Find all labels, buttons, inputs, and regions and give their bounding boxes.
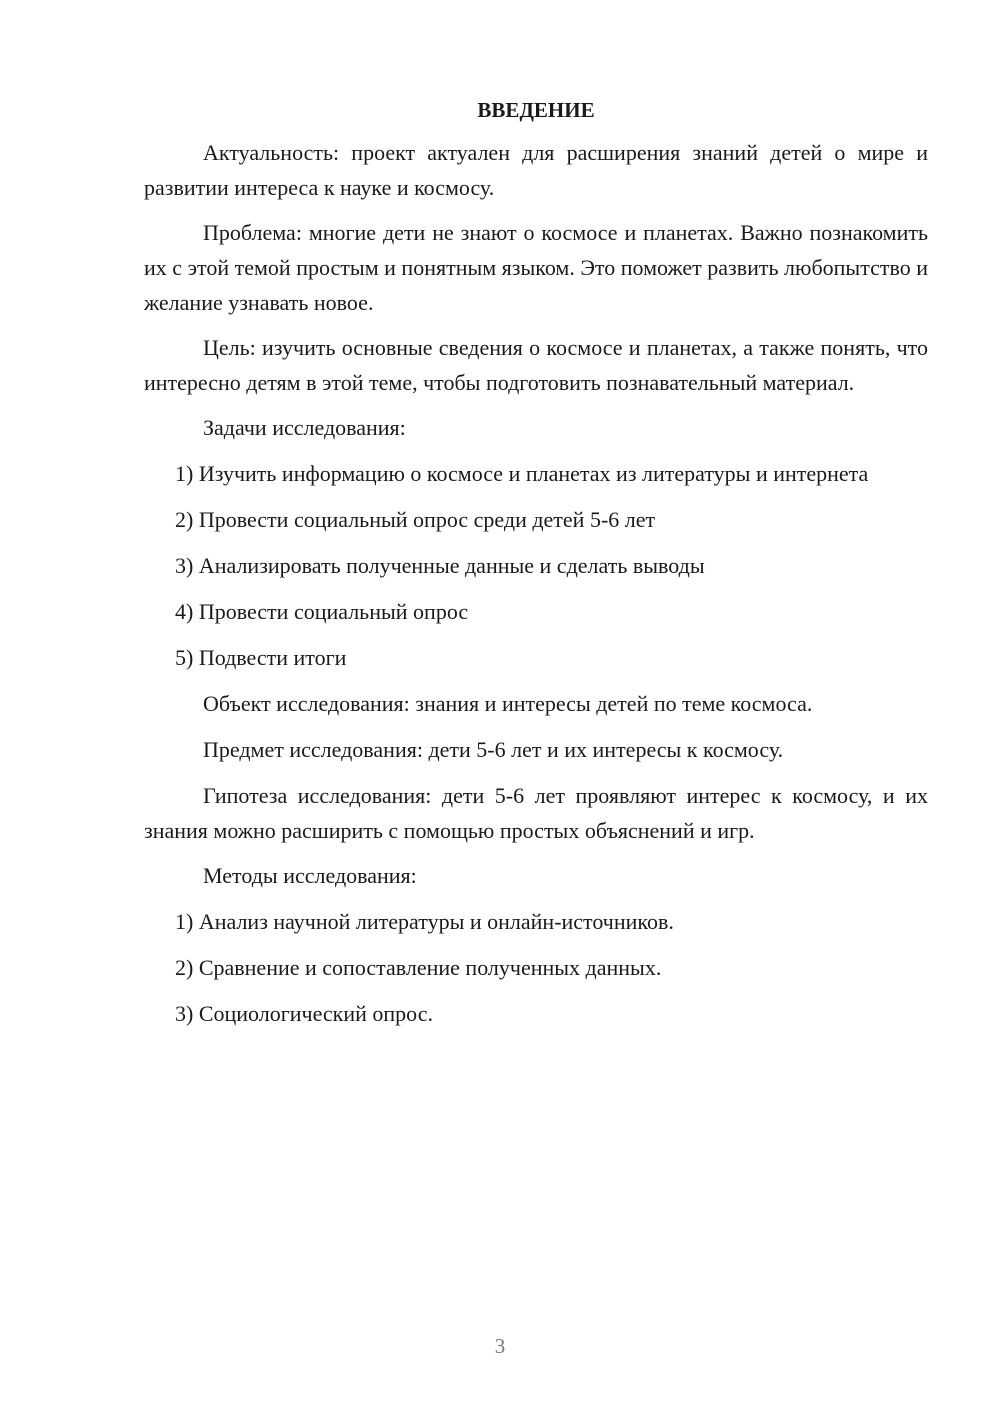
- tasks-heading: Задачи исследования:: [203, 415, 406, 440]
- method-item: 2) Сравнение и сопоставление полученных данных.: [175, 955, 662, 980]
- section-title: ВВЕДЕНИЕ: [477, 98, 595, 122]
- goal-paragraph: Цель: изучить основные сведения о космосе и планетах, а также понять, что интересно детям в этой теме, чтобы подготовить познавательный материал.: [144, 335, 928, 395]
- methods-heading: Методы исследования:: [203, 863, 417, 888]
- problem-paragraph: Проблема: многие дети не знают о космосе и планетах. Важно познакомить их с этой темой простым и понятным языком. Это поможет развить любопытство и желание узнавать новое.: [144, 220, 928, 315]
- page-number: 3: [494, 1334, 506, 1358]
- task-item: 5) Подвести итоги: [175, 645, 347, 670]
- relevance-paragraph: Актуальность: проект актуален для расширения знаний детей о мире и развитии интереса к науке и космосу.: [144, 140, 928, 200]
- method-item: 3) Социологический опрос.: [175, 1001, 433, 1026]
- task-item: 4) Провести социальный опрос: [175, 599, 469, 624]
- hypothesis-paragraph: Гипотеза исследования: дети 5-6 лет проявляют интерес к космосу, и их знания можно расширить с помощью простых объяснений и игр.: [144, 783, 928, 843]
- task-item: 2) Провести социальный опрос среди детей 5-6 лет: [175, 507, 656, 532]
- object-paragraph: Объект исследования: знания и интересы детей по теме космоса.: [203, 691, 813, 716]
- method-item: 1) Анализ научной литературы и онлайн-источников.: [175, 909, 674, 934]
- task-item: 1) Изучить информацию о космосе и планетах из литературы и интернета: [175, 461, 869, 486]
- subject-paragraph: Предмет исследования: дети 5-6 лет и их интересы к космосу.: [203, 737, 784, 762]
- task-item: 3) Анализировать полученные данные и сделать выводы: [175, 553, 705, 578]
- document-body: [144, 95, 928, 1042]
